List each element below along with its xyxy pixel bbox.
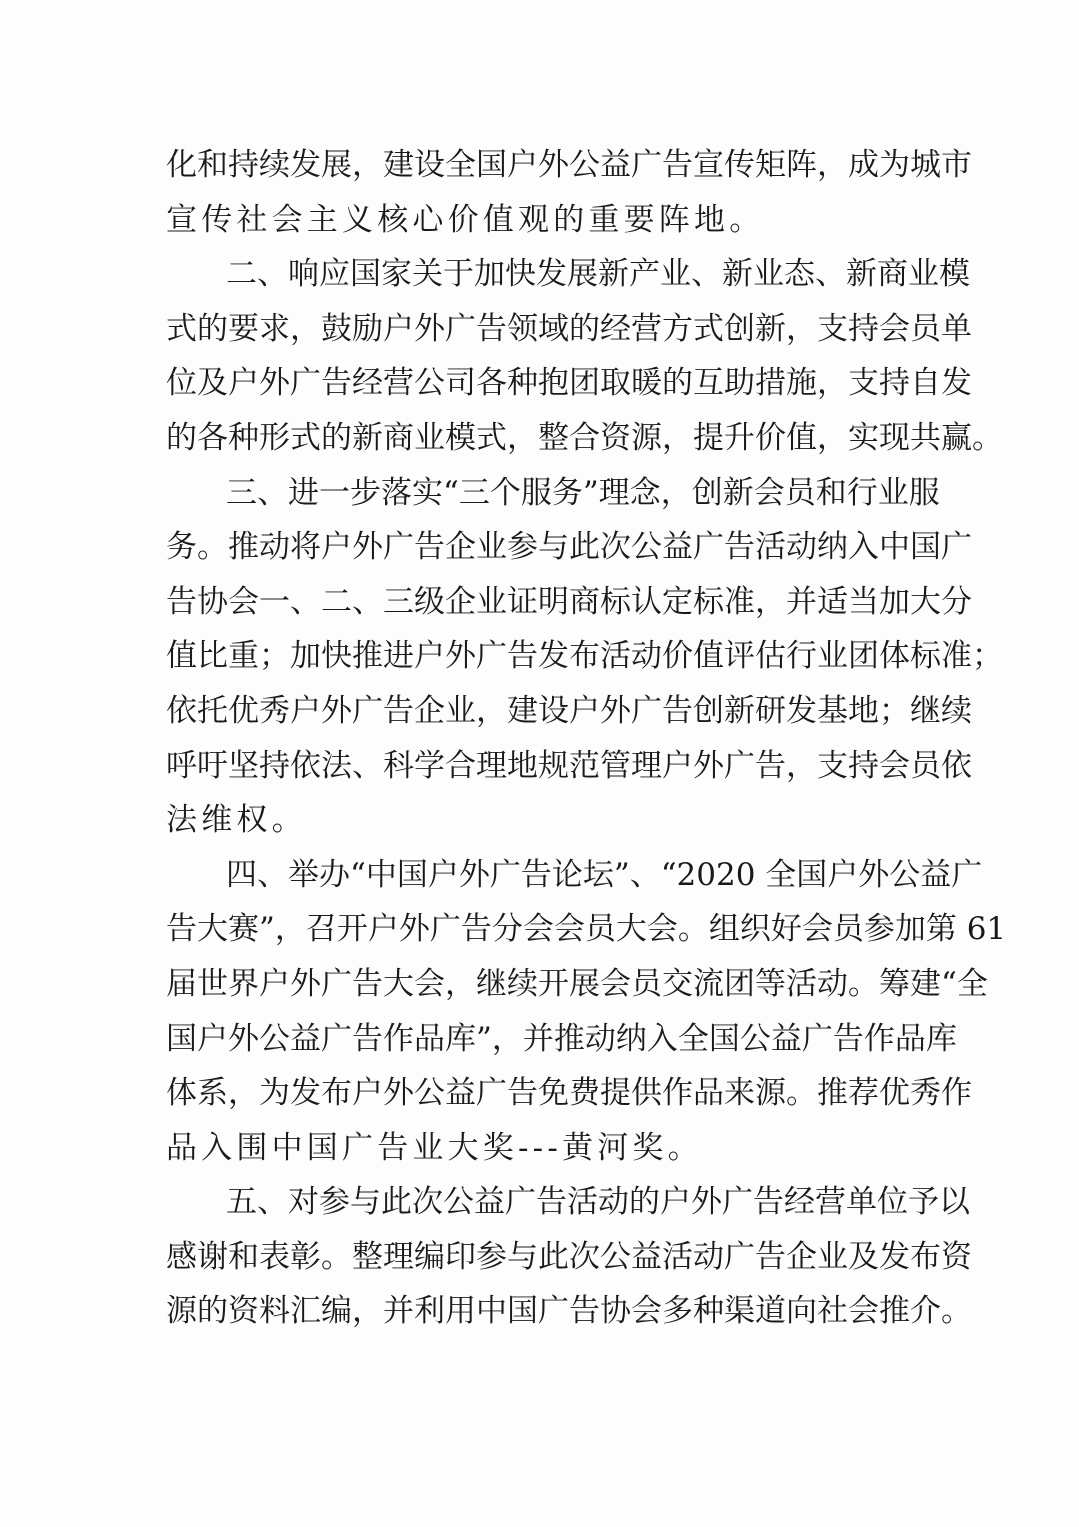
- text-line: 化和持续发展，建设全国户外公益广告宣传矩阵，成为城市: [166, 147, 972, 183]
- paragraph-5-start: 五、对参与此次公益广告活动的户外广告经营单位予以: [226, 1184, 970, 1221]
- text-line: 法维权。: [166, 802, 307, 839]
- body-text: [166, 138, 1007, 1339]
- text-line: 务。推动将户外广告企业参与此次公益广告活动纳入中国广: [166, 529, 972, 566]
- text-line: 体系，为发布户外公益广告免费提供作品来源。推荐优秀作: [166, 1075, 972, 1112]
- text-line: 届世界户外广告大会，继续开展会员交流团等活动。筹建“全: [166, 965, 988, 1002]
- text-line: 的各种形式的新商业模式，整合资源，提升价值，实现共赢。: [166, 419, 1003, 456]
- text-line: 值比重；加快推进户外广告发布活动价值评估行业团体标准；: [166, 638, 1003, 675]
- text-line: 依托优秀户外广告企业，建设户外广告创新研发基地；继续: [166, 692, 972, 729]
- paragraph-4-start: 四、举办“中国户外广告论坛”、“2020 全国户外公益广: [226, 856, 983, 893]
- paragraph-2-start: 二、响应国家关于加快发展新产业、新业态、新商业模: [226, 256, 970, 293]
- paragraph-3-start: 三、进一步落实“三个服务”理念，创新会员和行业服: [226, 474, 940, 511]
- text-line: 感谢和表彰。整理编印参与此次公益活动广告企业及发布资: [166, 1238, 972, 1275]
- text-line: 式的要求，鼓励户外广告领域的经营方式创新，支持会员单: [166, 310, 972, 347]
- text-line: 品入围中国广告业大奖---黄河奖。: [166, 1129, 703, 1166]
- text-line: 国户外公益广告作品库”，并推动纳入全国公益广告作品库: [166, 1020, 957, 1057]
- text-line: 位及户外广告经营公司各种抱团取暖的互助措施，支持自发: [166, 365, 972, 402]
- text-line: 宣传社会主义核心价值观的重要阵地。: [166, 201, 765, 238]
- text-line: 告大赛”，召开户外广告分会会员大会。组织好会员参加第 61: [166, 911, 1007, 948]
- text-line: 呼吁坚持依法、科学合理地规范管理户外广告，支持会员依: [166, 747, 972, 784]
- text-line: 源的资料汇编，并利用中国广告协会多种渠道向社会推介。: [166, 1293, 972, 1330]
- text-line: 告协会一、二、三级企业证明商标认定标准，并适当加大分: [166, 583, 972, 620]
